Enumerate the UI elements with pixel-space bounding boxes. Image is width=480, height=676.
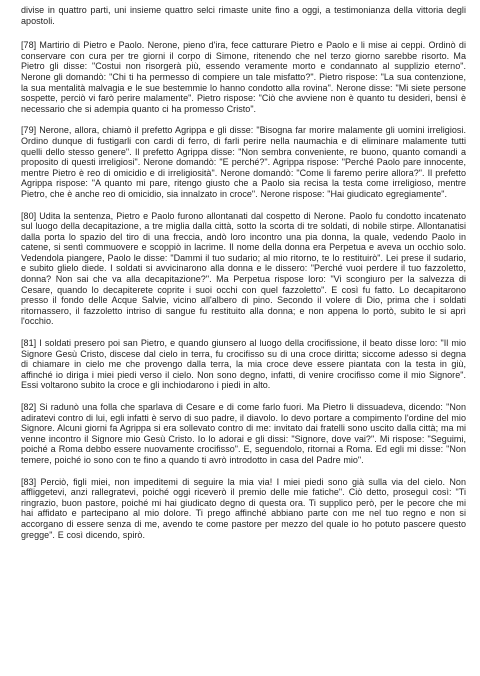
paragraph-intro: divise in quattro parti, uni insieme quattro selci rimaste unite fino a oggi, a testimonianza della vittoria degli apostoli. <box>21 5 466 26</box>
paragraph-81: [81] I soldati presero poi san Pietro, e quando giunsero al luogo della crocifissione, il beato disse loro: "Il mio Signore Gesù Cristo, discese dal cielo in terra, fu crocifisso su di una croce diritta; siccome adesso si degna di chiamare in cielo me che provengo dalla terra, la mia croce deve essere piantata con la testa in giù, affinché io diriga i miei piedi verso il cielo. Non sono degno, infatti, di venire crocifisso come il mio Signore". Essi voltarono subito la croce e gli inchiodarono i piedi in alto. <box>21 338 466 391</box>
paragraph-78: [78] Martirio di Pietro e Paolo. Nerone, pieno d'ira, fece catturare Pietro e Paolo e li mise ai ceppi. Ordinò di conservare con cura per tre giorni il corpo di Simone, ritenendo che nel terzo giorno sarebbe risorto. Ma Pietro gli disse: "Costui non risorgerà più, essendo veramente morto e condannato al supplizio eterno". Nerone gli domandò: "Chi ti ha permesso di compiere un tale misfatto?". Pietro rispose: "La sua contenzione, la sua mentalità malvagia e le sue bestemmie lo hanno condotto alla rovina". Nerone disse: "Mi siete persone sospette, perciò vi farò perire malamente". Pietro rispose: "Ciò che avviene non è quanto tu desideri, bensì è necessario che si adempia quanto ci ha promesso Cristo". <box>21 40 466 114</box>
paragraph-83: [83] Perciò, figli miei, non impeditemi di seguire la mia via! I miei piedi sono già sulla via del cielo. Non affliggetevi, anzi rallegratevi, poiché oggi riceverò il premio delle mie fatiche". Ciò detto, proseguì così: "Ti ringrazio, buon pastore, poiché mi hai giudicato degno di questa ora. Ti supplico però, per le pecore che mi hai affidato e partecipano al mio dolore. Ti prego affinché abbiano parte con me nel tuo regno e non si accorgano di essere senza di me, avendo te come pastore per mezzo del quale io ho potuto pascere questo gregge". E così dicendo, spirò. <box>21 476 466 540</box>
paragraph-79: [79] Nerone, allora, chiamò il prefetto Agrippa e gli disse: "Bisogna far morire malamente gli uomini irreligiosi. Ordino dunque di fustigarli con cardi di ferro, di farli perire nella naumachia e di eliminare malamente tutti quelli dello stesso genere". Il prefetto Agrippa disse: "Non sembra conveniente, re buono, quanto comandi a proposito di questi irreligiosi". Nerone domandò: "E perché?". Agrippa rispose: "Perché Paolo pare innocente, mentre Pietro è reo di omicidio e di irreligiosità". Nerone domandò: "Come li faremo perire allora?". Il prefetto Agrippa rispose: "A quanto mi pare, ritengo giusto che a Paolo sia recisa la testa come irreligioso, mentre Pietro, che è anche reo di omicidio, sia innalzato in croce". Nerone rispose: "Hai giudicato egregiamente". <box>21 125 466 199</box>
paragraph-82: [82] Si radunò una folla che sparlava di Cesare e di come farlo fuori. Ma Pietro li dissuadeva, dicendo: "Non adiratevi contro di lui, egli infatti è servo di suo padre, il diavolo. Io devo portare a compimento l'ordine del mio Signore. Alcuni giorni fa Agrippa si era sollevato contro di me: invitato dai fratelli sono uscito dalla città; ma mi venne incontro il Signore mio Gesù Cristo. Io lo adorai e gli dissi: "Signore, dove vai?". Mi rispose: "Seguimi, poiché a Roma debbo essere nuovamente crocifisso". E, seguendolo, ritornai a Roma. Ed egli mi disse: "Non temere, poiché io sono con te fino a quando ti avrò introdotto in casa del Padre mio". <box>21 402 466 465</box>
paragraph-80: [80] Udita la sentenza, Pietro e Paolo furono allontanati dal cospetto di Nerone. Paolo fu condotto incatenato sul luogo della decapitazione, a tre miglia dalla città, sotto la scorta di tre soldati, di nobile stirpe. Allontanatisi dalla porta lo spazio del tiro di una freccia, andò loro incontro una pia donna, la quale, vedendo Paolo in catene, si sentì commuovere e scoppiò in lacrime. Il nome della donna era Perpetua e aveva un occhio solo. Vedendola piangere, Paolo le disse: "Dammi il tuo sudario; al mio ritorno, te lo restituirò". Lei prese il sudario, e subito glielo diede. I soldati si avvicinarono alla donna e le dissero: "Perché vuoi perdere il tuo fazzoletto, donna? Non sai che va alla decapitazione?". Ma Perpetua rispose loro: "Vi scongiuro per la salvezza di Cesare, quando lo decapiterete coprite i suoi occhi con quel fazzoletto". E così fu fatto. Lo decapitarono presso il fondo delle Acque Salvie, vicino all'albero di pino. Secondo il volere di Dio, prima che i soldati ritornassero, il fazzoletto intriso di sangue fu restituito alla donna; e non appena lo portò, subito le si aprì l'occhio. <box>21 210 466 327</box>
